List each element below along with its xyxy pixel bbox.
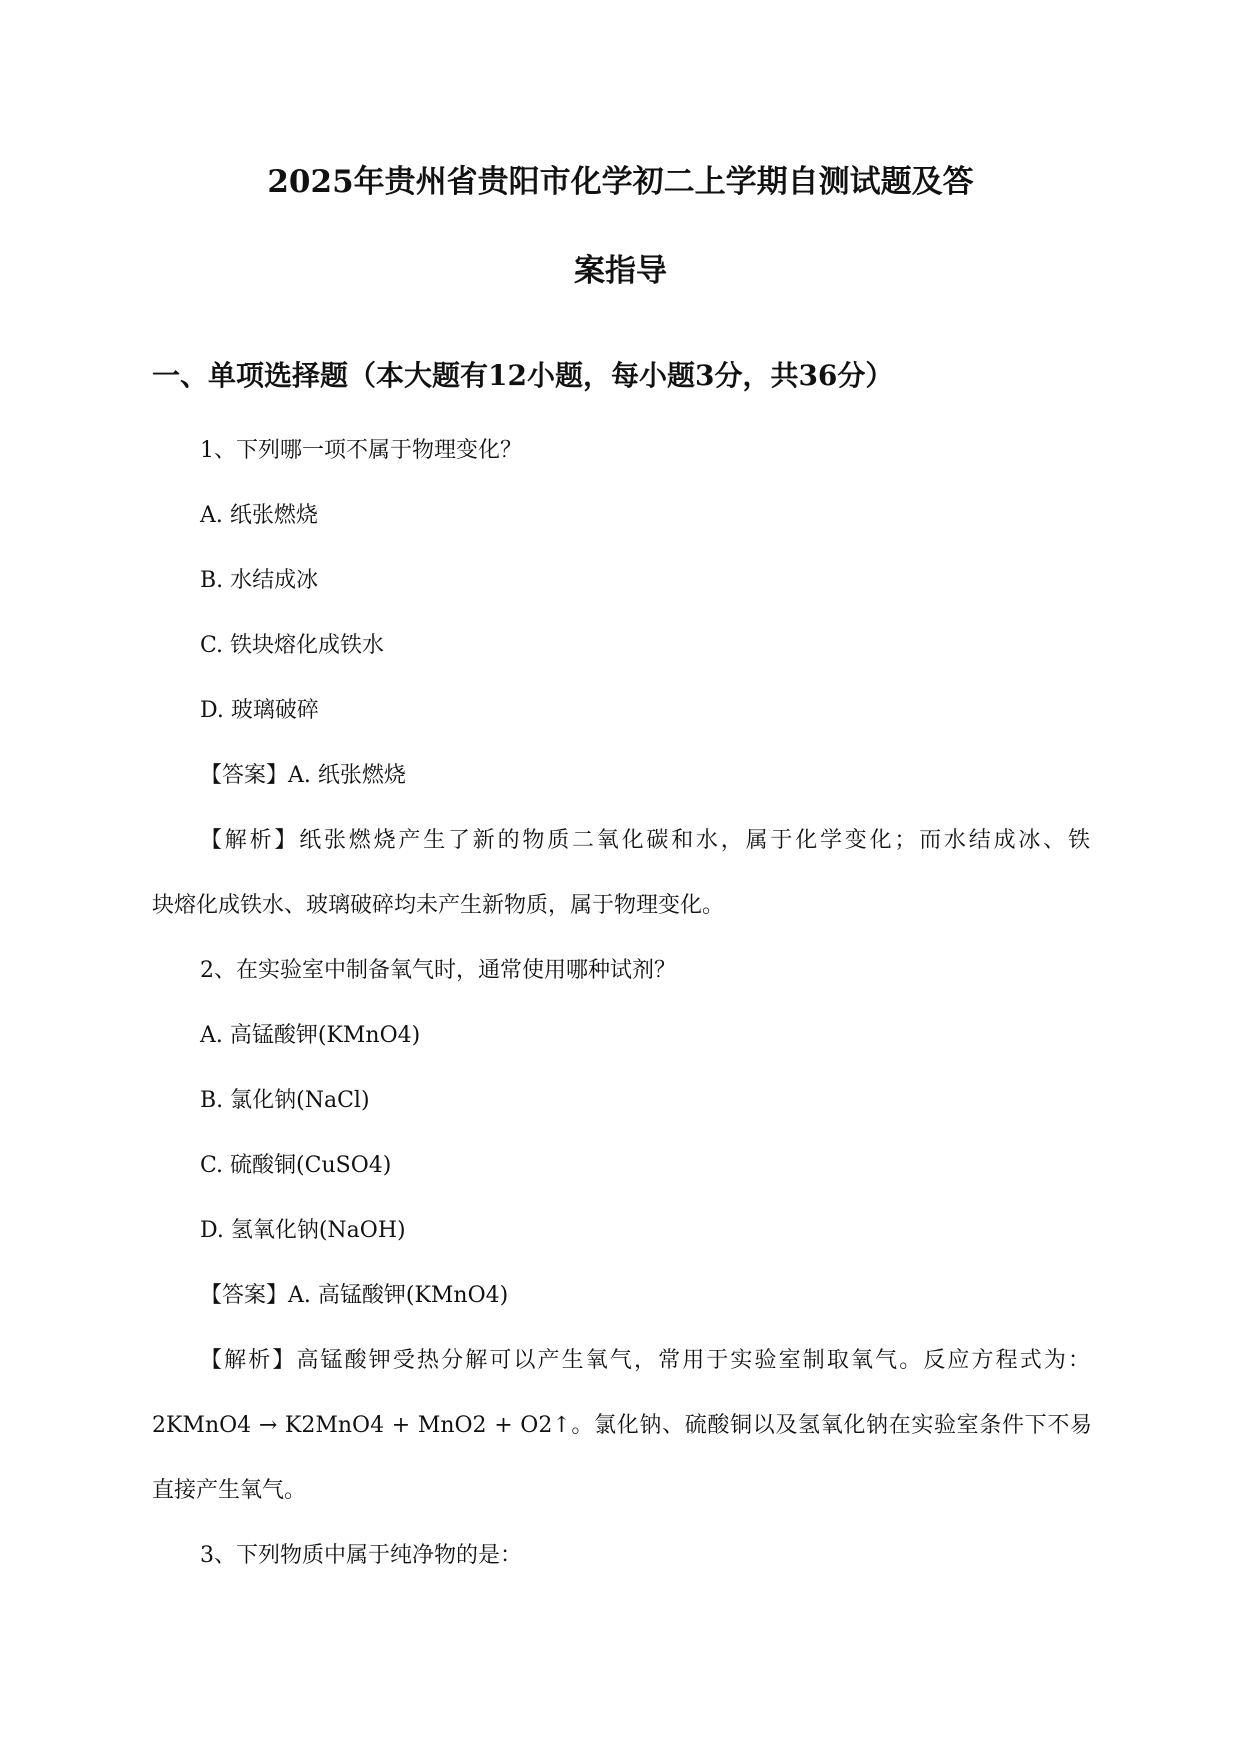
question-2-option-c: C. 硫酸铜(CuSO4) [200, 1153, 392, 1178]
question-2-answer: 【答案】A. 高锰酸钾(KMnO4) [200, 1283, 509, 1308]
document-title-line-1: 2025年贵州省贵阳市化学初二上学期自测试题及答 [267, 164, 974, 200]
question-1-option-d: D. 玻璃破碎 [200, 698, 319, 723]
document-title-line-2: 案指导 [574, 253, 667, 289]
question-2-option-a: A. 高锰酸钾(KMnO4) [200, 1023, 421, 1048]
question-2-option-d: D. 氢氧化钠(NaOH) [200, 1218, 406, 1243]
question-1-option-b: B. 水结成冰 [200, 568, 319, 593]
question-1-answer: 【答案】A. 纸张燃烧 [200, 763, 406, 788]
question-1-analysis-line-1: 【解析】纸张燃烧产生了新的物质二氧化碳和水，属于化学变化；而水结成冰、铁 [200, 828, 1090, 853]
question-2-analysis-line-1: 【解析】高锰酸钾受热分解可以产生氧气，常用于实验室制取氧气。反应方程式为： [200, 1348, 1090, 1373]
question-3-stem: 3、下列物质中属于纯净物的是： [200, 1543, 522, 1568]
question-2-analysis-line-2: 2KMnO4 → K2MnO4 + MnO2 + O2↑。氯化钠、硫酸铜以及氢氧化钠在实验室条件下不易 [152, 1413, 1092, 1438]
section-heading: 一、单项选择题（本大题有12小题，每小题3分，共36分） [152, 359, 894, 392]
question-1-option-a: A. 纸张燃烧 [200, 503, 318, 528]
question-2-analysis-line-3: 直接产生氧气。 [152, 1478, 307, 1503]
question-2-stem: 2、在实验室中制备氧气时，通常使用哪种试剂？ [200, 958, 676, 983]
question-1-analysis-line-2: 块熔化成铁水、玻璃破碎均未产生新物质，属于物理变化。 [152, 893, 725, 918]
question-2-option-b: B. 氯化钠(NaCl) [200, 1088, 370, 1113]
question-1-option-c: C. 铁块熔化成铁水 [200, 633, 385, 658]
question-1-stem: 1、下列哪一项不属于物理变化？ [200, 438, 522, 463]
